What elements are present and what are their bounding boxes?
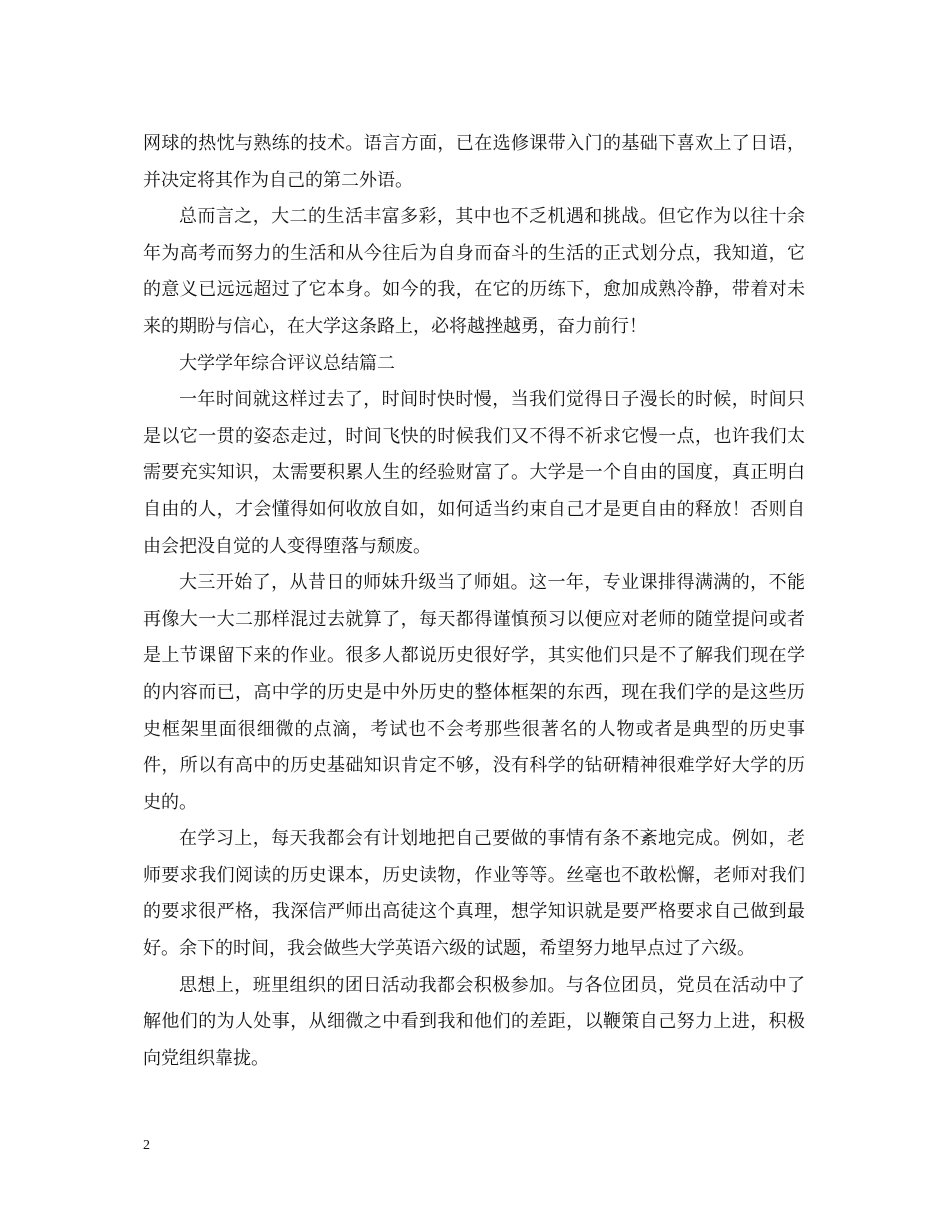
paragraph-3: 一年时间就这样过去了，时间时快时慢，当我们觉得日子漫长的时候，时间只是以它一贯的姿态走过，时间飞快的时候我们又不得不祈求它慢一点，也许我们太需要充实知识，太需要积累人生的经验财富了。大学是一个自由的国度，真正明白自由的人，才会懂得如何收放自如，如何适当约束自己才是更自由的释放！否则自由会把没自觉的人变得堕落与颓废。: [143, 389, 805, 557]
paragraph-2: 总而言之，大二的生活丰富多彩，其中也不乏机遇和挑战。但它作为以往十余年为高考而努力的生活和从今往后为自身而奋斗的生活的正式划分点，我知道，它的意义已远远超过了它本身。如今的我，在它的历练下，愈加成熟冷静，带着对未来的期盼与信心，在大学这条路上，必将越挫越勇，奋力前行！: [143, 206, 805, 337]
section-heading: 大学学年综合评议总结篇二: [179, 352, 395, 374]
paragraph-4: 大三开始了，从昔日的师妹升级当了师姐。这一年，专业课排得满满的，不能再像大一大二那样混过去就算了，每天都得谨慎预习以便应对老师的随堂提问或者是上节课留下来的作业。很多人都说历史很好学，其实他们只是不了解我们现在学的内容而已，高中学的历史是中外历史的整体框架的东西，现在我们学的是这些历史框架里面很细微的点滴，考试也不会考那些很著名的人物或者是典型的历史事件，所以有高中的历史基础知识肯定不够，没有科学的钻研精神很难学好大学的历史的。: [143, 572, 805, 813]
paragraph-1: 网球的热忱与熟练的技术。语言方面，已在选修课带入门的基础下喜欢上了日语，并决定将其作为自己的第二外语。: [143, 133, 805, 191]
paragraph-6: 思想上，班里组织的团日活动我都会积极参加。与各位团员，党员在活动中了解他们的为人处事，从细微之中看到我和他们的差距，以鞭策自己努力上进，积极向党组织靠拢。: [143, 974, 805, 1069]
page-number: 2: [143, 1138, 150, 1153]
paragraph-5: 在学习上，每天我都会有计划地把自己要做的事情有条不紊地完成。例如，老师要求我们阅读的历史课本，历史读物，作业等等。丝毫也不敢松懈，老师对我们的要求很严格，我深信严师出高徒这个真理，想学知识就是要严格要求自己做到最好。余下的时间，我会做些大学英语六级的试题，希望努力地早点过了六级。: [143, 828, 805, 960]
document-body: [143, 126, 805, 1077]
